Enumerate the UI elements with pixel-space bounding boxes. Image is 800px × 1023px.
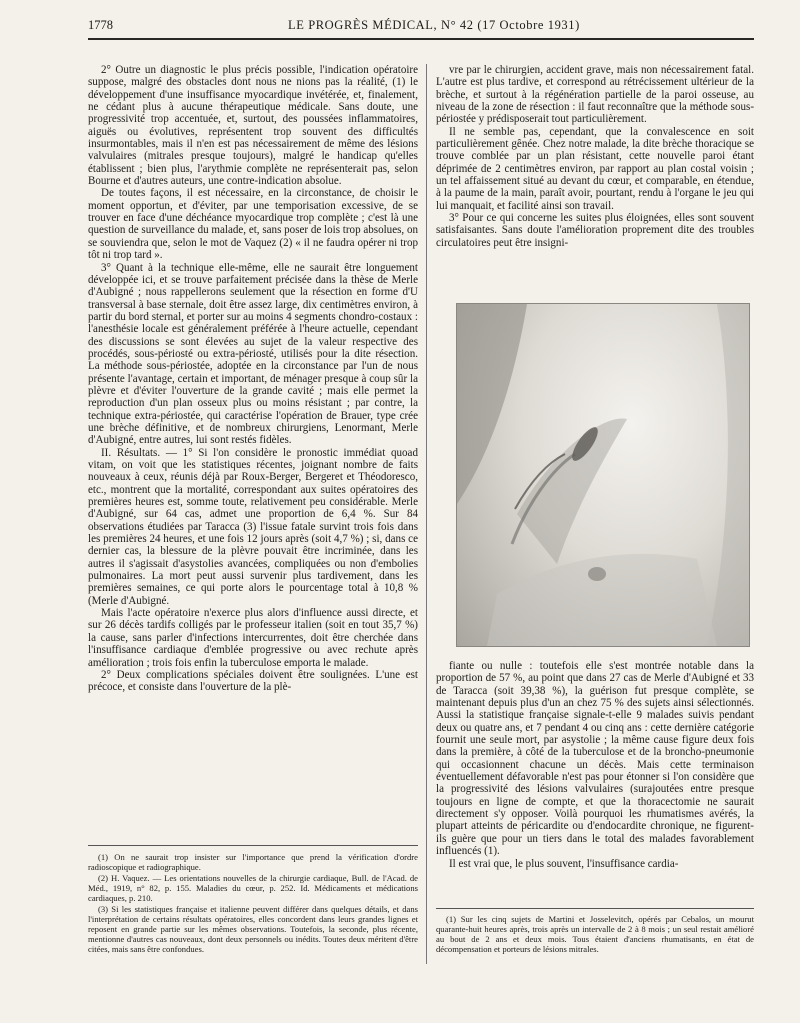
paragraph: Il ne semble pas, cependant, que la convalescence en soit particulièrement gênée. Chez notre malade, la dite brèche thoracique se trouve comblée par un plan résistant, cette nouvelle paroi étant déprimée de 2 centimètres environ, par rapport au plan costal voisin ; un tel affaissement situé au devant du cœur, et comparable, en étendue, à la paume de la main, paraît avoir, pourtant, rendu à l'organe le jeu qui lui manquait, et facilité ainsi son travail. [436,125,754,212]
paragraph: Il est vrai que, le plus souvent, l'insuffisance cardia- [449,857,679,870]
right-footnotes [436,914,754,955]
running-header [88,16,754,36]
paragraph: 3° Quant à la technique elle-même, elle ne saurait être longuement développée ici, et se trouve parfaitement précisée dans la thèse de Merle d'Aubigné ; nous rappellerons seulement que la résection en forme d'U transversal à base sternale, doit être assez large, dix centimètres environ, à partir du bord sternal, et porter sur au moins 4 segments chondro-costaux : l'anesthésie locale est généralement préférée à l'heure actuelle, cependant des discussions se sont élevées au sujet de la valeur respective des procédés, sous-périosté ou extra-périosté, utilisés pour la dite résection. La méthode sous-périostée, adoptée en la circonstance par l'un de nous présente l'avantage, certain et important, de ménager presque à coup sûr la plèvre et d'éviter l'ouverture de la grande cavité ; mais elle permet la reproduction d'un plan osseux plus ou moins résistant ; par contre, la technique extra-périostée, qui caractérise l'opération de Brauer, type crée une brèche définitive, et de nombreux chirurgiens, Lenormant, Merle d'Aubigné, entre autres, lui sont restés fidèles. [88,261,418,447]
paragraph: 3° Pour ce qui concerne les suites plus éloignées, elles sont souvent satisfaisantes. Sans doute l'amélioration proprement dite des troubles circulatoires peut être insigni- [436,212,754,249]
paragraph: II. Résultats. — 1° Si l'on considère le pronostic immédiat quoad vitam, on voit que les statistiques récentes, joignant nombre de faits nouveaux à ceux, réunis déjà par Roux-Berger, Bergeret et Théodoresco, etc., montrent que la mortalité, correspondant aux suites opératoires des premières heures est, somme toute, relativement peu considérable. Merle d'Aubigné, sur 64 cas, admet une proportion de 6,4 %. Sur 84 observations étudiées par Taracca (3) l'issue fatale survint trois fois dans les premières 24 heures, et une fois 12 jours après (soit 4,7 %) ; si, dans ce dernier cas, la blessure de la plèvre pouvait être incriminée, dans les autres il s'agissait d'asystolies avancées, compliquées ou non d'embolies pulmonaires. La mort peut aussi survenir plus tardivement, dans les premières semaines, ce qui porte alors le pourcentage total à 10,8 % (Merle d'Aubigné. [88,446,418,607]
footnote-rule [436,908,754,909]
column-divider [426,64,427,964]
left-column [88,64,418,694]
right-column-bottom [436,660,754,870]
footnote: (1) On ne saurait trop insister sur l'importance que prend la vérification d'ordre radioscopique et radiographique. [88,852,418,872]
header-rule [88,38,754,40]
paragraph: vre par le chirurgien, accident grave, mais non nécessairement fatal. L'autre est plus tardive, et correspond au rétrécissement ultérieur de la brèche, et surtout à la régénération partielle de la paroi osseuse, au niveau de la zone de résection : il faut reconnaître que la méthode sous-périostée y prédisposerait tout particulièrement. [436,64,754,126]
left-footnotes [88,852,418,955]
footnote: (3) Si les statistiques française et italienne peuvent différer dans quelques détails, et dans l'interprétation de certains résultats opératoires, elles concordent dans leurs grandes lignes et reposent en grande partie sur les mêmes observations. Toutefois, la seconde, plus récente, mentionne d'autres cas nouveaux, dont deux personnels ou inédits. Toutes deux méritent d'être citées, mais sans être confondues. [88,904,418,954]
paragraph: 2° Outre un diagnostic le plus précis possible, l'indication opératoire suppose, malgré des obstacles dont nous ne nions pas la réalité, (1) le développement d'une insuffisance myocardique invétérée, et, finalement, ne cédant plus à aucune thérapeutique médicale. Sans doute, une progressivité trop accentuée, et, surtout, des poussées inflammatoires, aiguës ou évolutives, représentent trop souvent des difficultés insurmontables, mais il n'en est pas nécessairement de même des lésions valvulaires (mitrales presque toujours), malgré le handicap qu'elles établissent ; bien plus, l'arythmie complète ne représenterait pas, selon Bourne et d'autres auteurs, une contre-indication absolue. [88,64,418,188]
paragraph: fiante ou nulle : toutefois elle s'est montrée notable dans la proportion de 57 %, au point que dans 27 cas de Merle d'Aubigné et 33 de Taracca (soit 39,38 %), la guérison fut presque complète, se maintenant depuis plus d'un an chez 75 % des sujets ainsi sélectionnés. Aussi la statistique française signale-t-elle 9 malades suivis pendant deux ou quatre ans, et 7 pendant 4 ou cinq ans : cette dernière catégorie fournit une seule mort, par asystolie ; la même cause figure deux fois dans la première, à côté de la tuberculose et de la broncho-pneumonie qui occasionnent chacune un décès. Mais cette terminaison éventuellement défavorable n'est pas pour étonner si l'on considère que la progressivité des lésions valvulaires (surajoutées entre presque toujours en ligne de compte, et que la thoracectomie ne saurait directement s'y opposer. Voilà pourquoi les rhumatismes avérés, la plupart atteints de péricardite ou d'endocardite chronique, ne figurent-ils guère que pour un tiers dans le total des malades favorablement influencés (1). [436,660,754,858]
page-number: 1778 [88,18,113,32]
paragraph: De toutes façons, il est nécessaire, en la circonstance, de choisir le moment opportun, et d'éviter, par une temporisation excessive, de se trouver en face d'une déchéance myocardique trop complète ; c'est là une question de surveillance du malade, et, sans poser de lois trop absolues, on se souviendra que, selon le mot de Vaquez (2) « il ne faudra opérer ni trop tôt ni trop tard ». [88,187,418,262]
footnote-rule [88,845,418,846]
right-column-top [436,64,754,249]
chest-photograph-drawing [457,304,749,646]
footnote: (1) Sur les cinq sujets de Martini et Josselevitch, opérés par Cebalos, un mourut quarante-huit heures après, trois après un intervalle de 2 à 8 mois ; un seul restait amélioré au bout de 2 ans et deux mois. Tous étaient d'anciens rhumatisants, en état de décompensation et porteurs de lésions mitrales. [436,914,754,954]
chest-photograph [456,303,750,647]
journal-title: LE PROGRÈS MÉDICAL, N° 42 (17 Octobre 1931) [288,18,580,32]
paragraph: 2° Deux complications spéciales doivent être soulignées. L'une est précoce, et consiste dans l'ouverture de la plè- [88,668,418,694]
footnote: (2) H. Vaquez. — Les orientations nouvelles de la chirurgie cardiaque, Bull. de l'Acad. de Méd., 1919, n° 82, p. 155. Maladies du cœur, p. 252. Id. Médicaments et médications cardiaques, p. 210. [88,873,418,903]
paragraph: Mais l'acte opératoire n'exerce plus alors d'influence aussi directe, et sur 26 décès tardifs colligés par le professeur italien (soit en tout 35,7 %) la cause, sans parler d'infections intercurrentes, doit être cherchée dans l'insuffisance cardiaque d'emblée progressive ou avec rechute après amélioration ; trois fois enfin la tuberculose emporta le malade. [88,607,418,669]
